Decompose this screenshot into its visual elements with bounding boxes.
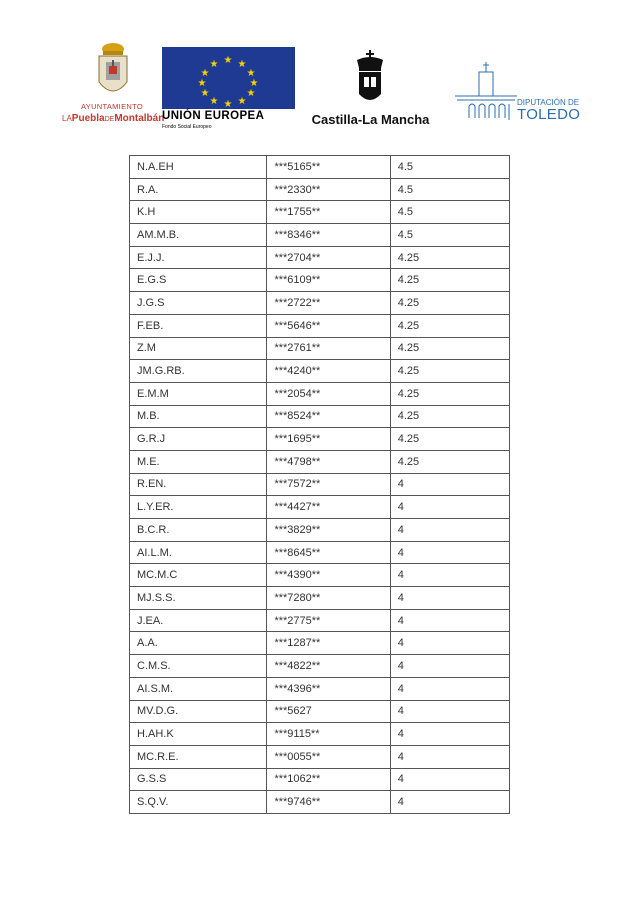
svg-text:★: ★ <box>209 59 219 70</box>
ayuntamiento-name-montalban: Montalbán <box>114 113 165 124</box>
score-cell: 4.25 <box>390 428 509 451</box>
diputacion-line1: DIPUTACIÓN DE <box>517 98 580 107</box>
name-cell: K.H <box>130 201 267 224</box>
svg-text:★: ★ <box>237 96 247 107</box>
score-cell: 4 <box>390 791 509 814</box>
scores-table <box>129 155 510 814</box>
score-cell: 4.25 <box>390 450 509 473</box>
name-cell: R.EN. <box>130 473 267 496</box>
name-cell: J.G.S <box>130 292 267 315</box>
svg-text:★: ★ <box>200 68 210 79</box>
ayuntamiento-name-de: DE <box>104 116 115 123</box>
eu-title: UNIÓN EUROPEA <box>162 110 265 122</box>
id-cell: ***3829** <box>267 519 390 542</box>
score-cell: 4 <box>390 609 509 632</box>
svg-text:★: ★ <box>209 96 219 107</box>
id-cell: ***2761** <box>267 337 390 360</box>
name-cell: MJ.S.S. <box>130 587 267 610</box>
table-row <box>130 156 510 179</box>
id-cell: ***6109** <box>267 269 390 292</box>
id-cell: ***2054** <box>267 382 390 405</box>
table-row <box>130 655 510 678</box>
score-cell: 4.5 <box>390 156 509 179</box>
score-cell: 4 <box>390 723 509 746</box>
table-row <box>130 314 510 337</box>
name-cell: N.A.EH <box>130 156 267 179</box>
crown-shield-icon <box>352 50 388 106</box>
diputacion-logo <box>455 60 585 122</box>
table-row <box>130 382 510 405</box>
score-cell: 4 <box>390 473 509 496</box>
name-cell: E.G.S <box>130 269 267 292</box>
table-row <box>130 519 510 542</box>
logo-header <box>0 0 637 140</box>
name-cell: AM.M.B. <box>130 224 267 247</box>
table-row <box>130 337 510 360</box>
score-cell: 4.25 <box>390 246 509 269</box>
eu-flag-icon <box>162 47 295 109</box>
alcazar-building-icon <box>455 60 517 120</box>
name-cell: MV.D.G. <box>130 700 267 723</box>
id-cell: ***8346** <box>267 224 390 247</box>
table-row <box>130 473 510 496</box>
table-row <box>130 496 510 519</box>
name-cell: JM.G.RB. <box>130 360 267 383</box>
eu-stars <box>162 47 295 109</box>
name-cell: E.J.J. <box>130 246 267 269</box>
score-cell: 4.5 <box>390 201 509 224</box>
ayuntamiento-name <box>62 113 172 124</box>
score-cell: 4.25 <box>390 337 509 360</box>
name-cell: G.S.S <box>130 768 267 791</box>
name-cell: J.EA. <box>130 609 267 632</box>
coat-of-arms-icon <box>95 42 131 100</box>
scores-table-body <box>130 156 510 814</box>
id-cell: ***4240** <box>267 360 390 383</box>
table-row <box>130 723 510 746</box>
id-cell: ***2330** <box>267 178 390 201</box>
score-cell: 4.5 <box>390 178 509 201</box>
svg-text:★: ★ <box>200 88 210 99</box>
name-cell: L.Y.ER. <box>130 496 267 519</box>
eu-logo <box>162 47 297 129</box>
ayuntamiento-name-la: LA <box>62 114 72 123</box>
score-cell: 4 <box>390 768 509 791</box>
table-row <box>130 791 510 814</box>
table-row <box>130 587 510 610</box>
table-row <box>130 768 510 791</box>
table-row <box>130 745 510 768</box>
eu-subtitle: Fondo Social Europeo <box>162 124 212 130</box>
id-cell: ***8645** <box>267 541 390 564</box>
score-cell: 4 <box>390 496 509 519</box>
svg-text:★: ★ <box>237 59 247 70</box>
table-row <box>130 609 510 632</box>
svg-text:★: ★ <box>197 78 207 89</box>
id-cell: ***2722** <box>267 292 390 315</box>
score-cell: 4.25 <box>390 360 509 383</box>
table-row <box>130 428 510 451</box>
table-row <box>130 632 510 655</box>
name-cell: C.M.S. <box>130 655 267 678</box>
id-cell: ***1695** <box>267 428 390 451</box>
score-cell: 4.25 <box>390 405 509 428</box>
table-row <box>130 292 510 315</box>
id-cell: ***2704** <box>267 246 390 269</box>
table-row <box>130 224 510 247</box>
id-cell: ***4822** <box>267 655 390 678</box>
table-row <box>130 269 510 292</box>
score-cell: 4.5 <box>390 224 509 247</box>
id-cell: ***5646** <box>267 314 390 337</box>
ayuntamiento-name-puebla: Puebla <box>71 113 105 124</box>
id-cell: ***0055** <box>267 745 390 768</box>
table-row <box>130 201 510 224</box>
id-cell: ***7280** <box>267 587 390 610</box>
svg-text:★: ★ <box>249 78 259 89</box>
table-row <box>130 246 510 269</box>
id-cell: ***9746** <box>267 791 390 814</box>
id-cell: ***8524** <box>267 405 390 428</box>
name-cell: H.AH.K <box>130 723 267 746</box>
diputacion-line2: TOLEDO <box>517 106 581 123</box>
ayuntamiento-logo <box>62 42 165 126</box>
score-cell: 4 <box>390 564 509 587</box>
name-cell: MC.M.C <box>130 564 267 587</box>
table-row <box>130 700 510 723</box>
svg-text:★: ★ <box>223 99 233 109</box>
score-cell: 4 <box>390 677 509 700</box>
svg-text:★: ★ <box>246 88 256 99</box>
id-cell: ***2775** <box>267 609 390 632</box>
name-cell: E.M.M <box>130 382 267 405</box>
score-cell: 4.25 <box>390 314 509 337</box>
score-cell: 4.25 <box>390 269 509 292</box>
score-cell: 4 <box>390 632 509 655</box>
score-cell: 4 <box>390 519 509 542</box>
castilla-la-mancha-title: Castilla-La Mancha <box>311 112 430 127</box>
name-cell: B.C.R. <box>130 519 267 542</box>
id-cell: ***1287** <box>267 632 390 655</box>
score-cell: 4.25 <box>390 382 509 405</box>
score-cell: 4 <box>390 745 509 768</box>
id-cell: ***4390** <box>267 564 390 587</box>
name-cell: S.Q.V. <box>130 791 267 814</box>
score-cell: 4 <box>390 541 509 564</box>
castilla-la-mancha-logo <box>308 50 433 130</box>
id-cell: ***5627 <box>267 700 390 723</box>
table-row <box>130 564 510 587</box>
svg-text:★: ★ <box>246 68 256 79</box>
table-row <box>130 178 510 201</box>
score-cell: 4 <box>390 655 509 678</box>
table-row <box>130 541 510 564</box>
table-row <box>130 677 510 700</box>
id-cell: ***4396** <box>267 677 390 700</box>
score-cell: 4 <box>390 587 509 610</box>
scores-table-container <box>129 155 510 814</box>
name-cell: A.A. <box>130 632 267 655</box>
score-cell: 4 <box>390 700 509 723</box>
id-cell: ***9115** <box>267 723 390 746</box>
id-cell: ***1755** <box>267 201 390 224</box>
name-cell: Z.M <box>130 337 267 360</box>
table-row <box>130 360 510 383</box>
id-cell: ***1062** <box>267 768 390 791</box>
ayuntamiento-title: AYUNTAMIENTO <box>81 102 143 111</box>
id-cell: ***4427** <box>267 496 390 519</box>
name-cell: M.E. <box>130 450 267 473</box>
name-cell: R.A. <box>130 178 267 201</box>
score-cell: 4.25 <box>390 292 509 315</box>
id-cell: ***7572** <box>267 473 390 496</box>
svg-text:★: ★ <box>223 55 233 66</box>
table-row <box>130 405 510 428</box>
name-cell: MC.R.E. <box>130 745 267 768</box>
name-cell: AI.L.M. <box>130 541 267 564</box>
id-cell: ***5165** <box>267 156 390 179</box>
id-cell: ***4798** <box>267 450 390 473</box>
name-cell: AI.S.M. <box>130 677 267 700</box>
name-cell: F.EB. <box>130 314 267 337</box>
name-cell: G.R.J <box>130 428 267 451</box>
table-row <box>130 450 510 473</box>
name-cell: M.B. <box>130 405 267 428</box>
